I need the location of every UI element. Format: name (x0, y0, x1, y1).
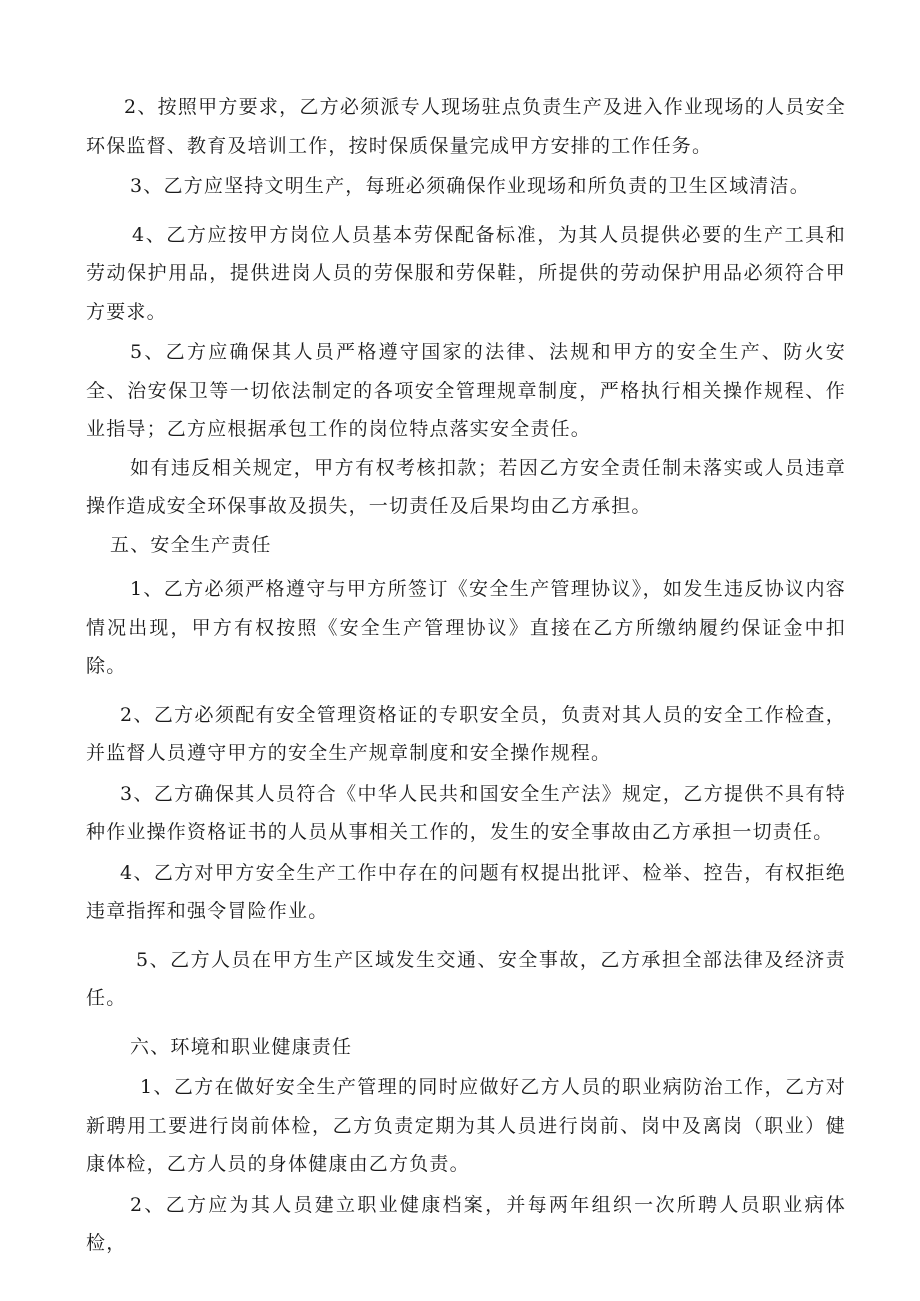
paragraph-clause-5-1: 1、乙方必须严格遵守与甲方所签订《安全生产管理协议》，如发生违反协议内容情况出现，甲方有权按照《安全生产管理协议》直接在乙方所缴纳履约保证金中扣除。 (86, 578, 846, 677)
paragraph-clause-5-2: 2、乙方必须配有安全管理资格证的专职安全员，负责对其人员的安全工作检查，并监督人员遵守甲方的安全生产规章制度和安全操作规程。 (86, 703, 846, 764)
section-heading-5: 五、安全生产责任 (110, 533, 272, 556)
paragraph-clause-4-3: 3、乙方应坚持文明生产，每班必须确保作业现场和所负责的卫生区域清洁。 (130, 175, 810, 197)
paragraph-clause-5-5: 5、乙方人员在甲方生产区域发生交通、安全事故，乙方承担全部法律及经济责任。 (86, 948, 846, 1009)
paragraph-violation-note: 如有违反相关规定，甲方有权考核扣款；若因乙方安全责任制未落实或人员违章操作造成安全环保事故及损失，一切责任及后果均由乙方承担。 (86, 456, 846, 517)
paragraph-clause-5-4: 4、乙方对甲方安全生产工作中存在的问题有权提出批评、检举、控告，有权拒绝违章指挥和强令冒险作业。 (86, 861, 846, 922)
paragraph-clause-5-3: 3、乙方确保其人员符合《中华人民共和国安全生产法》规定，乙方提供不具有特种作业操作资格证书的人员从事相关工作的，发生的安全事故由乙方承担一切责任。 (86, 782, 846, 843)
paragraph-clause-6-1: 1、乙方在做好安全生产管理的同时应做好乙方人员的职业病防治工作，乙方对新聘用工要进行岗前体检，乙方负责定期为其人员进行岗前、岗中及离岗（职业）健康体检，乙方人员的身体健康由乙方负责。 (86, 1076, 846, 1175)
paragraph-clause-4-5: 5、乙方应确保其人员严格遵守国家的法律、法规和甲方的安全生产、防火安全、治安保卫等一切依法制定的各项安全管理规章制度，严格执行相关操作规程、作业指导；乙方应根据承包工作的岗位特点落实安全责任。 (86, 341, 846, 440)
paragraph-clause-6-2: 2、乙方应为其人员建立职业健康档案，并每两年组织一次所聘人员职业病体检， (86, 1193, 846, 1254)
paragraph-clause-4-2: 2、按照甲方要求，乙方必须派专人现场驻点负责生产及进入作业现场的人员安全环保监督、教育及培训工作，按时保质保量完成甲方安排的工作任务。 (86, 96, 846, 157)
section-heading-6: 六、环境和职业健康责任 (130, 1035, 353, 1058)
paragraph-clause-4-4: 4、乙方应按甲方岗位人员基本劳保配备标准，为其人员提供必要的生产工具和劳动保护用品，提供进岗人员的劳保服和劳保鞋，所提供的劳动保护用品必须符合甲方要求。 (86, 223, 846, 323)
